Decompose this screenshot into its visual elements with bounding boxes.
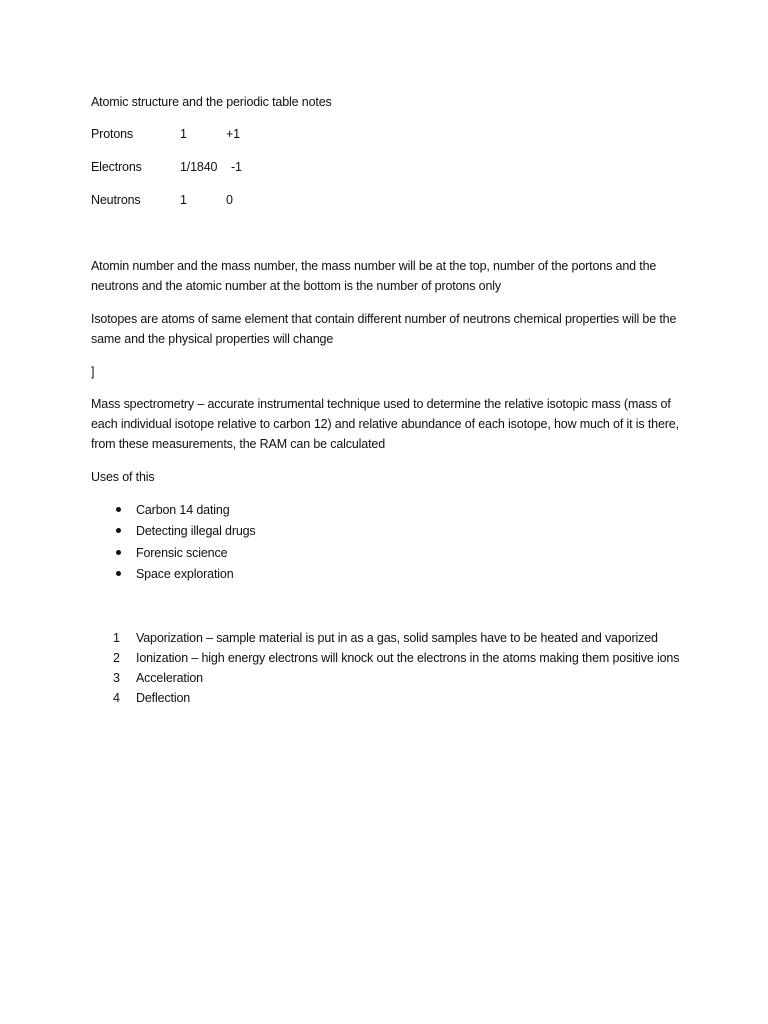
list-item-text: Forensic science [136, 545, 228, 560]
particle-mass: 1/1840 [180, 160, 218, 174]
list-item [91, 500, 256, 521]
list-item [91, 668, 691, 688]
isotopes-paragraph: Isotopes are atoms of same element that contain different number of neutrons chemical properties will be the same and the physical properties will change [91, 312, 677, 346]
bullet-icon [116, 507, 121, 512]
particle-charge: +1 [226, 127, 240, 141]
step-text: Vaporization – sample material is put in as a gas, solid samples have to be heated and vaporized [136, 631, 658, 645]
bullet-icon [116, 571, 121, 576]
step-number: 2 [113, 651, 120, 665]
particle-name: Protons [91, 127, 134, 141]
bullet-icon [116, 528, 121, 533]
list-item [91, 564, 256, 585]
step-number: 4 [113, 691, 120, 705]
atomic-number-paragraph: Atomin number and the mass number, the mass number will be at the top, number of the portons and the neutrons and the atomic number at the bottom is the number of protons only [91, 259, 657, 293]
step-number: 1 [113, 631, 120, 645]
bullet-icon [116, 550, 121, 555]
page-title: Atomic structure and the periodic table notes [91, 95, 332, 109]
uses-heading: Uses of this [91, 470, 155, 484]
list-item [91, 543, 256, 564]
bracket-text: ] [91, 365, 95, 379]
list-item [91, 628, 691, 648]
list-item [91, 521, 256, 542]
uses-list [91, 500, 256, 585]
list-item [91, 648, 691, 668]
mass-spectrometry-steps [91, 628, 691, 708]
particle-charge: 0 [226, 193, 233, 207]
list-item-text: Space exploration [136, 566, 234, 581]
particle-name: Neutrons [91, 193, 141, 207]
particle-mass: 1 [180, 193, 187, 207]
list-item [91, 688, 691, 708]
list-item-text: Carbon 14 dating [136, 503, 230, 517]
particle-name: Electrons [91, 160, 142, 174]
particle-mass: 1 [180, 127, 187, 141]
particle-charge: -1 [231, 160, 242, 174]
mass-spectrometry-paragraph: Mass spectrometry – accurate instrumental technique used to determine the relative isotopic mass (mass of each individual isotope relative to carbon 12) and relative abundance of each isotope, how much of it is there, from these measurements, the RAM can be calculated [91, 397, 679, 451]
step-text: Acceleration [136, 671, 203, 685]
step-text: Ionization – high energy electrons will knock out the electrons in the atoms making them positive ions [136, 651, 680, 665]
step-text: Deflection [136, 691, 191, 705]
list-item-text: Detecting illegal drugs [136, 524, 256, 539]
step-number: 3 [113, 671, 120, 685]
